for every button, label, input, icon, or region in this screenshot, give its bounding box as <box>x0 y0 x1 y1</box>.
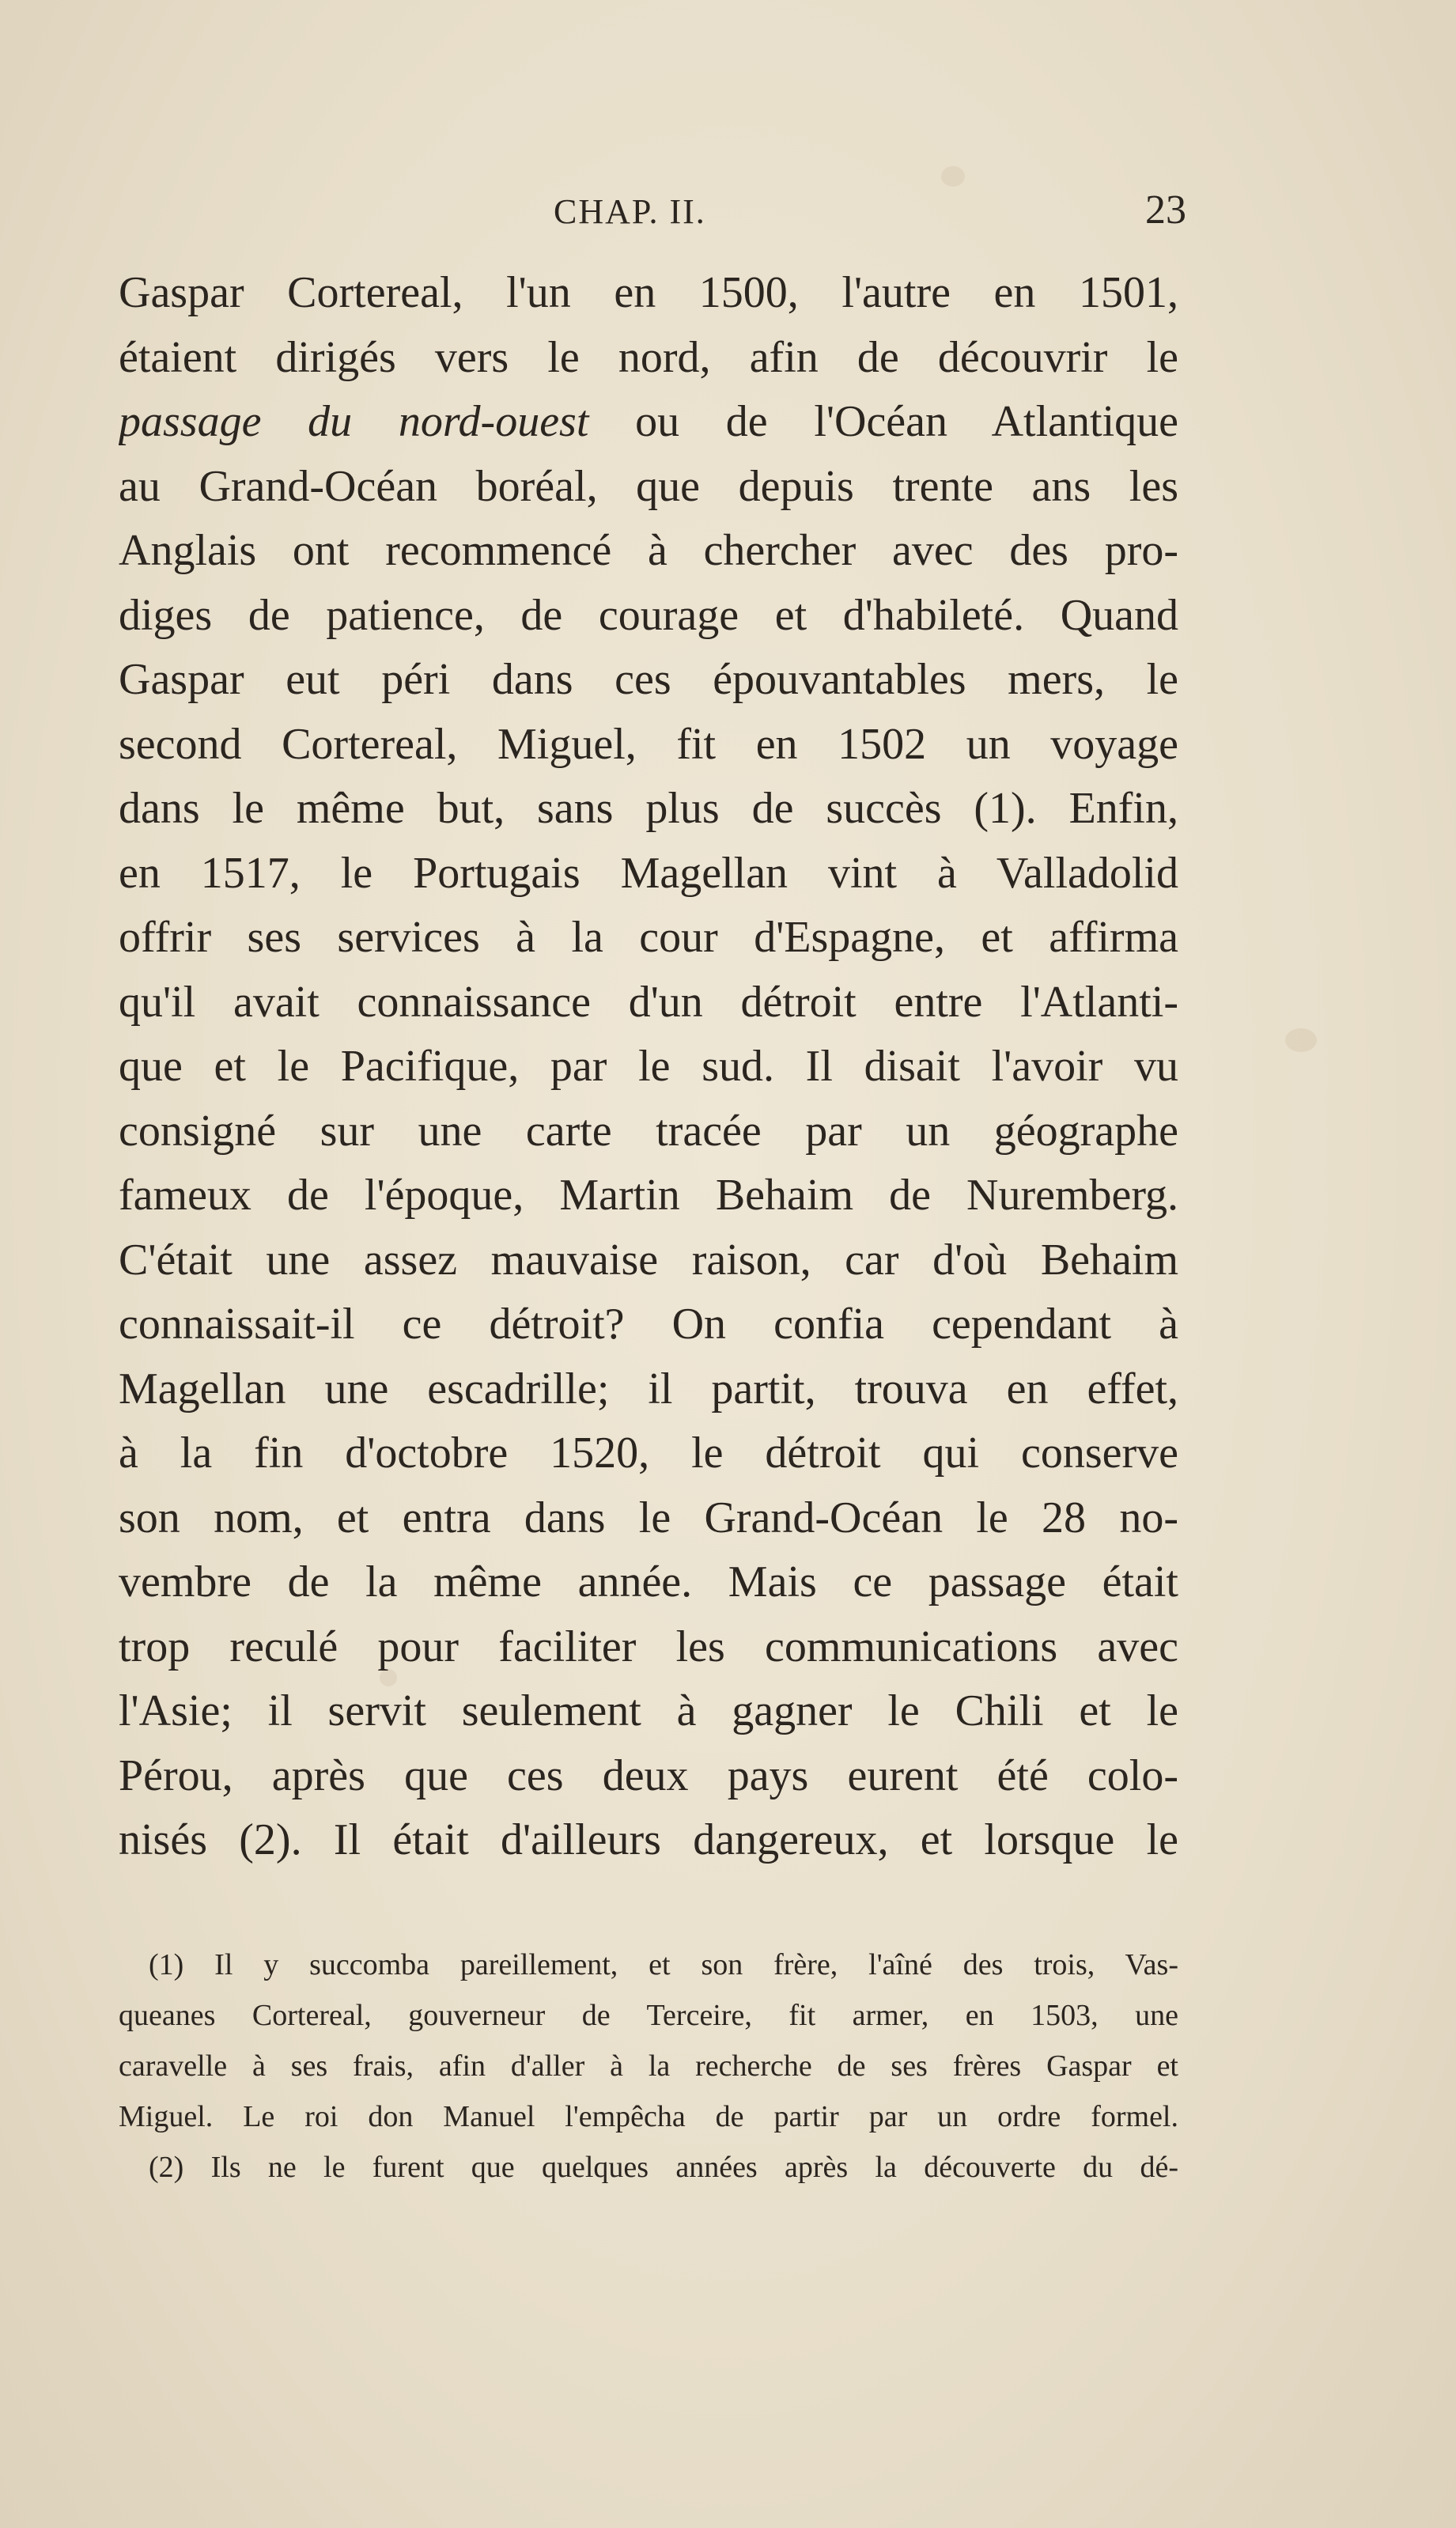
page-number: 23 <box>1145 187 1186 233</box>
text-line: vembre de la même année. Mais ce passage était <box>119 1557 1178 1606</box>
text-line: Magellan une escadrille; il partit, trouva en effet, <box>119 1364 1178 1413</box>
body-text <box>119 261 1178 1873</box>
paper-stain <box>941 166 965 187</box>
text-line: étaient dirigés vers le nord, afin de découvrir le <box>119 332 1178 382</box>
text-line: nisés (2). Il était d'ailleurs dangereux, et lorsque le <box>119 1815 1178 1864</box>
footnote-line: queanes Cortereal, gouverneur de Terceire, fit armer, en 1503, une <box>119 1999 1178 2032</box>
footnote-line: Miguel. Le roi don Manuel l'empêcha de partir par un ordre formel. <box>119 2100 1178 2133</box>
paper-stain <box>1285 1028 1317 1052</box>
text-line: connaissait-il ce détroit? On confia cependant à <box>119 1300 1178 1349</box>
text-line: consigné sur une carte tracée par un géographe <box>119 1106 1178 1156</box>
footnote-line: caravelle à ses frais, afin d'aller à la recherche de ses frères Gaspar et <box>119 2049 1178 2083</box>
footnote-line: (2) Ils ne le furent que quelques années après la découverte du dé- <box>149 2151 1178 2184</box>
text-line: Gaspar Cortereal, l'un en 1500, l'autre en 1501, <box>119 268 1178 317</box>
text-line: qu'il avait connaissance d'un détroit entre l'Atlanti- <box>119 977 1178 1027</box>
text-line: Gaspar eut péri dans ces épouvantables mers, le <box>119 655 1178 704</box>
text-line: à la fin d'octobre 1520, le détroit qui conserve <box>119 1429 1178 1478</box>
footnotes <box>119 1940 1178 2193</box>
text-line: dans le même but, sans plus de succès (1). Enfin, <box>119 784 1178 833</box>
text-line: en 1517, le Portugais Magellan vint à Valladolid <box>119 848 1178 898</box>
text-line: Pérou, après que ces deux pays eurent été colo- <box>119 1750 1178 1800</box>
text-line: fameux de l'époque, Martin Behaim de Nuremberg. <box>119 1171 1178 1220</box>
text-line: que et le Pacifique, par le sud. Il disait l'avoir vu <box>119 1042 1178 1091</box>
text-line: au Grand-Océan boréal, que depuis trente ans les <box>119 461 1178 511</box>
text-line: l'Asie; il servit seulement à gagner le Chili et le <box>119 1686 1178 1735</box>
footnote-line: (1) Il y succomba pareillement, et son frère, l'aîné des trois, Vas- <box>149 1948 1178 1981</box>
text-line: offrir ses services à la cour d'Espagne, et affirma <box>119 913 1178 962</box>
page-header <box>119 187 1186 247</box>
italic-phrase: passage du nord-ouest <box>119 397 589 446</box>
text-line: trop reculé pour faciliter les communications avec <box>119 1622 1178 1671</box>
running-head: CHAP. II. <box>554 192 706 231</box>
text-line: Anglais ont recommencé à chercher avec des pro- <box>119 526 1178 575</box>
text-line: son nom, et entra dans le Grand-Océan le 28 no- <box>119 1493 1178 1542</box>
text-line: diges de patience, de courage et d'habileté. Quand <box>119 590 1178 640</box>
text-line <box>119 390 1178 455</box>
text-fragment: ou de l'Océan Atlantique <box>588 397 1178 446</box>
text-line: C'était une assez mauvaise raison, car d'où Behaim <box>119 1235 1178 1285</box>
text-line: second Cortereal, Miguel, fit en 1502 un voyage <box>119 719 1178 769</box>
